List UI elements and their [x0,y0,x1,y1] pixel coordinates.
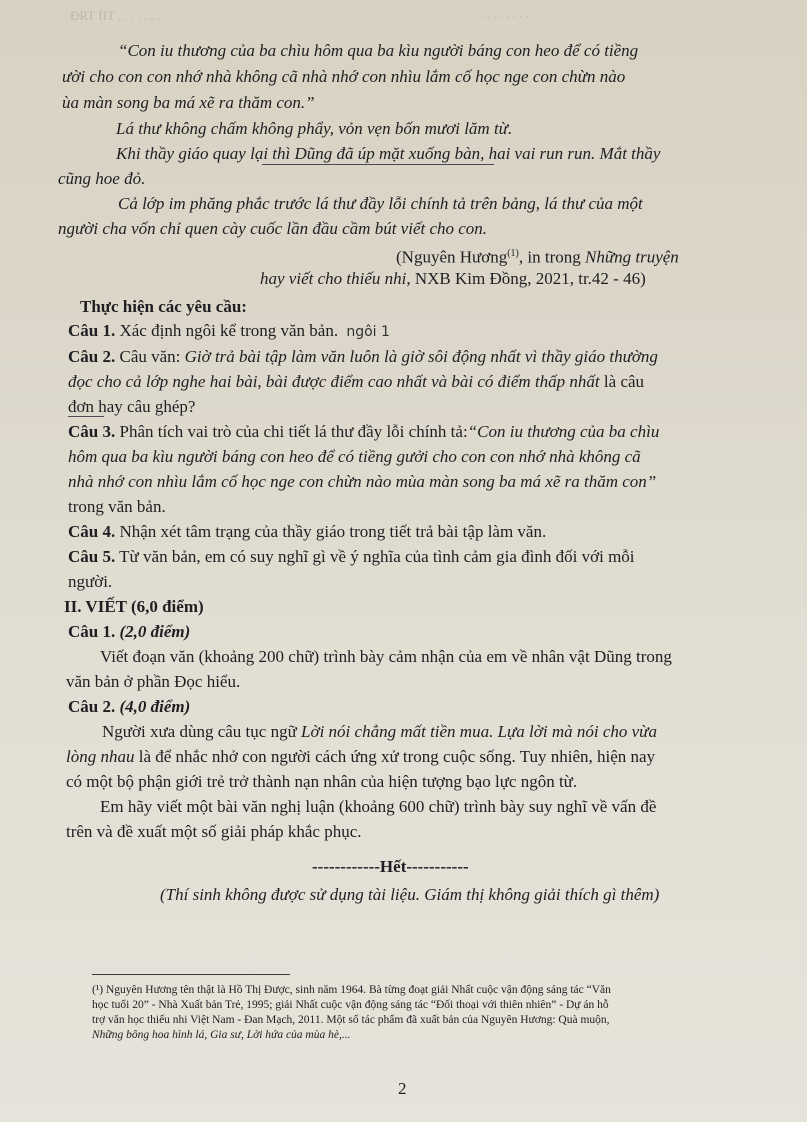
exam-note: (Thí sinh không được sử dụng tài liệu. Giám thị không giải thích gì thêm) [160,885,660,904]
source-author: (Nguyên Hương [396,247,508,267]
writing-question-2 [68,696,190,718]
writing-question-1 [68,621,190,643]
source-citation [396,243,679,269]
page-number: 2 [398,1079,407,1098]
question-text: Người xưa dùng câu tục ngữ [102,722,302,741]
passage-line: “Con iu thương của ba chìu hôm qua ba kìu người báng con heo để có tiềng [118,41,639,60]
handwritten-answer: ngôi 1 [346,324,390,340]
question-label: Câu 5. [68,547,116,566]
end-marker: ------------Hết----------- [312,857,469,876]
footnote-line: trợ văn học thiếu nhi Việt Nam - Đan Mạch, 2011. Một số tác phẩm đã xuất bản của Nguyên Hương: Quà muộn, [92,1014,610,1026]
passage-line: Khi thầy giáo quay lại thì Dũng đã úp mặt xuống bàn, hai vai run run. Mắt thầy [116,144,661,163]
passage-line: ười cho con con nhớ nhà không cã nhà nhớ con nhìu lắm cố học nge con chừn nào [62,67,626,86]
question-4 [68,521,546,543]
question-points: (4,0 điểm) [115,697,191,716]
writing-heading: II. VIẾT (6,0 điểm) [64,597,204,616]
footnote-divider [92,974,290,975]
question-quote: Giờ trả bài tập làm văn luôn là giờ sôi động nhất vì thầy giáo thường [184,347,658,366]
question-2 [68,346,658,368]
source-connector: , in trong [518,247,585,267]
source-book-title: Những truyện [585,247,679,267]
writing-question-2-line: có một bộ phận giới trẻ trở thành nạn nhân của hiện tượng bạo lực ngôn từ. [66,772,578,791]
question-3 [68,421,659,443]
pen-underline [262,164,494,165]
passage-line: Lá thư không chấm không phẩy, vỏn vẹn bốn mươi lăm từ. [116,119,513,138]
question-text: là để nhắc nhở con người cách ứng xử trong cuộc sống. Tuy nhiên, hiện nay [134,747,656,766]
question-3-line: hôm qua ba kìu người báng con heo để có tiềng gưởi cho con con nhớ nhà không cã [68,447,641,466]
footnote-ref: (1) [507,248,519,259]
writing-question-2-line [102,721,657,743]
question-text: Nhận xét tâm trạng của thầy giáo trong tiết trả bài tập làm văn. [115,522,547,541]
source-publisher: , NXB Kim Đồng, 2021, tr.42 - 46) [406,269,646,288]
question-label: Câu 1. [68,321,116,340]
footnote-line: (¹) Nguyên Hương tên thật là Hồ Thị Được, sinh năm 1964. Bà từng đoạt giải Nhất cuộc vận động sáng tác “Văn [92,984,611,996]
footnote-line: Những bông hoa hình lá, Gia sư, Lời hứa của mùa hè,... [92,1029,351,1041]
proverb-quote: lòng nhau [66,747,135,766]
question-2-line: đơn hay câu ghép? [68,397,196,416]
question-3-line: trong văn bản. [68,497,166,516]
question-2-line [68,371,644,393]
tasks-heading: Thực hiện các yêu cầu: [80,297,247,316]
question-quote: “Con iu thương của ba chìu [467,422,660,441]
writing-question-1-line: văn bản ở phần Đọc hiểu. [66,672,241,691]
question-label: Câu 2. [68,697,116,716]
question-points: (2,0 điểm) [115,622,191,641]
question-quote: đọc cho cả lớp nghe hai bài, bài được điểm cao nhất và bài có điểm thấp nhất [68,372,600,391]
writing-question-1-line: Viết đoạn văn (khoảng 200 chữ) trình bày cảm nhận của em về nhân vật Dũng trong [100,647,672,666]
source-citation [260,268,646,290]
footnote-line: học tuổi 20” - Nhà Xuất bản Trẻ, 1995; giải Nhất cuộc vận động sáng tác “Đối thoại với thiên nhiên” - Dự án hỗ [92,999,609,1011]
writing-question-2-line: Em hãy viết một bài văn nghị luận (khoảng 600 chữ) trình bày suy nghĩ về vấn đề [100,797,657,816]
question-5-line: người. [68,572,113,591]
passage-line: Cả lớp im phăng phắc trước lá thư đầy lỗi chính tả trên bảng, lá thư của một [118,194,643,213]
question-text: Xác định ngôi kể trong văn bản. [115,321,339,340]
writing-question-2-line: trên và đề xuất một số giải pháp khắc phục. [66,822,362,841]
passage-line: ùa màn song ba má xẽ ra thăm con.” [62,93,315,112]
question-text: là câu [599,372,645,391]
question-label: Câu 3. [68,422,116,441]
question-label: Câu 2. [68,347,116,366]
writing-question-2-line [66,746,655,768]
pen-underline [68,416,104,417]
question-label: Câu 1. [68,622,116,641]
exam-page: ÐRT IIT . . . . . . . . . . . . . . . “Con iu thương của ba chìu hôm qua ba kìu người báng con heo để có tiềng ười cho con con nhớ nhà không cã nhà nhớ con nhìu lắm cố học nge con chừn nào ùa màn song ba má xẽ ra thăm con.” Lá thư không chấm không phẩy, vỏn vẹn bốn mươi lăm từ. Khi thầy giáo quay lại thì Dũng đã úp mặt xuống bàn, hai vai run run. Mắt thầy cũng hoe đỏ. Cả lớp im phăng phắc trước lá thư đầy lỗi chính tả trên bảng, lá thư của một người cha vốn chỉ quen cày cuốc lần đầu cầm bút viết cho con. (Nguyên Hương$^{(1)}$, in trong Những truyện hay viết cho thiếu nhi, NXB Kim Đồng, 2021, tr.42 - 46) Thực hiện các yêu cầu: Câu 1. Xác định ngôi kể trong văn bản. ngôi 1 Câu 2. Câu văn: Giờ trả bài tập làm văn luôn là giờ sôi động nhất vì thầy giáo thường đọc cho cả lớp nghe hai bài, bài được điểm cao nhất và bài có điểm thấp nhất là câu đơn hay câu ghép? Câu 3. Phân tích vai trò của chi tiết lá thư đầy lỗi chính tả:“Con iu thương của ba chìu hôm qua ba kìu người báng con heo để có tiềng gưởi cho con con nhớ nhà không cã nhà nhớ con nhìu lắm cố học nge con chừn nào mùa màn song ba má xẽ ra thăm con” trong văn bản. Câu 4. Nhận xét tâm trạng của thầy giáo trong tiết trả bài tập làm văn. Câu 5. Từ văn bản, em có suy nghĩ gì về ý nghĩa của tình cảm gia đình đối với mỗi người. II. VIẾT (6,0 điểm) Câu 1. (2,0 điểm) Viết đoạn văn (khoảng 200 chữ) trình bày cảm nhận của em về nhân vật Dũng trong văn bản ở phần Đọc hiểu. Câu 2. (4,0 điểm) Người xưa dùng câu tục ngữ Lời nói chẳng mất tiền mua. Lựa lời mà nói cho vừa lòng nhau là để nhắc nhở con người cách ứng xử trong cuộc sống. Tuy nhiên, hiện nay có một bộ phận giới trẻ trở thành nạn nhân của hiện tượng bạo lực ngôn từ. Em hãy viết một bài văn nghị luận (khoảng 600 chữ) trình bày suy nghĩ về vấn đề trên và đề xuất một số giải pháp khắc phục. ------------Hết----------- (Thí sinh không được sử dụng tài liệu. Giám thị không giải thích gì thêm) (¹) Nguyên Hương tên thật là Hồ Thị Được, sinh năm 1964. Bà từng đoạt giải Nhất cuộc vận động sáng tác “Văn học tuổi 20” - Nhà Xuất bản Trẻ, 1995; giải Nhất cuộc vận động sáng tác “Đối thoại với thiên nhiên” - Dự án hỗ trợ văn học thiếu nhi Việt Nam - Đan Mạch, 2011. Một số tác phẩm đã xuất bản của Nguyên Hương: Quà muộn, Những bông hoa hình lá, Gia sư, Lời hứa của mùa hè,... 2 [0,0,807,1122]
question-1 [68,320,390,343]
question-3-line: nhà nhớ con nhìu lắm cố học nge con chừn nào mùa màn song ba má xẽ ra thăm con” [68,472,657,491]
source-book-title: hay viết cho thiếu nhi [260,269,407,288]
question-label: Câu 4. [68,522,116,541]
passage-line: người cha vốn chỉ quen cày cuốc lần đầu cầm bút viết cho con. [58,219,488,238]
proverb-quote: Lời nói chẳng mất tiền mua. Lựa lời mà nói cho vừa [301,722,657,741]
question-text: Phân tích vai trò của chi tiết lá thư đầy lỗi chính tả: [115,422,468,441]
question-5 [68,546,635,568]
passage-line: cũng hoe đỏ. [58,169,146,188]
question-text: Từ văn bản, em có suy nghĩ gì về ý nghĩa của tình cảm gia đình đối với mỗi [115,547,635,566]
question-text: Câu văn: [115,347,185,366]
